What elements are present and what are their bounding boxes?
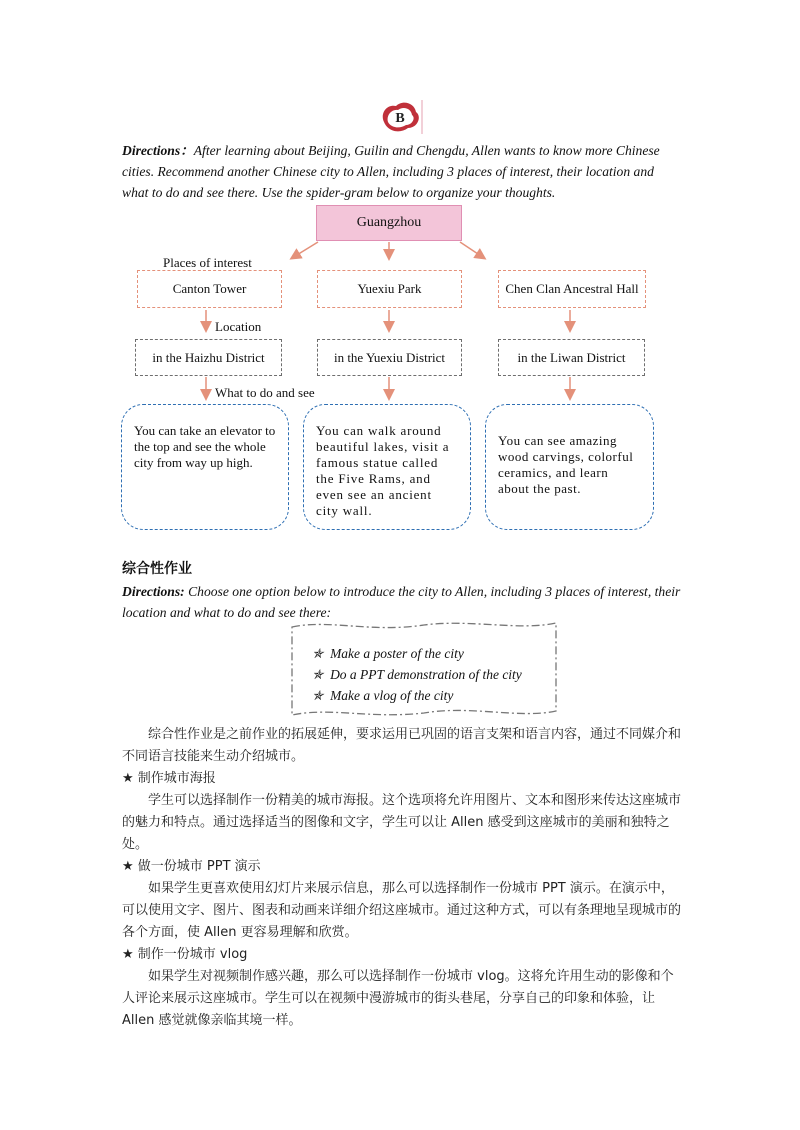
activity-box-2: You can walk around beautiful lakes, visit a famous statue called the Five Rams, and even see an ancient city wall. <box>303 404 471 530</box>
option-item: ✯ Make a poster of the city <box>312 646 464 661</box>
commentary-item-body-1: 学生可以选择制作一份精美的城市海报。这个选项将允许用图片、文本和图形来传达这座城市的魅力和特点。通过选择适当的图像和文字，学生可以让 Allen 感受到这座城市的美丽和独特之处。 <box>122 793 682 852</box>
option-item: ✯ Make a vlog of the city <box>312 688 454 703</box>
section-heading: 综合性作业 <box>122 561 192 577</box>
logo-letter: B <box>395 111 405 126</box>
label-places-of-interest: Places of interest <box>163 255 252 270</box>
star-icon: ✯ <box>312 688 324 703</box>
directions-text: After learning about Beijing, Guilin and Chengdu, Allen wants to know more Chinese cities. Recommend another Chinese city to Allen, including 3 places of interest, their location and what to do and see there. Use the spider-gram below to organize your thoughts. <box>122 143 660 200</box>
location-box-3: in the Liwan District <box>498 339 645 376</box>
commentary-item-body-2: 如果学生更喜欢使用幻灯片来展示信息，那么可以选择制作一份城市 PPT 演示。在演示中，可以使用文字、图片、图表和动画来详细介绍这座城市。通过这种方式，可以有条理地呈现城市的各个方面，使 Allen 更容易理解和欣赏。 <box>122 881 682 940</box>
section-directions-text: Choose one option below to introduce the city to Allen, including 3 places of interest, their location and what to do and see there: <box>122 584 681 620</box>
commentary-item-title-2: ★ 做一份城市 PPT 演示 <box>122 859 261 874</box>
section-directions <box>122 581 682 623</box>
option-item: ✯ Do a PPT demonstration of the city <box>312 667 522 682</box>
commentary-item-title-3: ★ 制作一份城市 vlog <box>122 947 248 962</box>
star-icon: ✯ <box>312 667 324 682</box>
activity-box-1: You can take an elevator to the top and see the whole city from way up high. <box>121 404 289 530</box>
activity-box-3: You can see amazing wood carvings, colorful ceramics, and learn about the past. <box>485 404 654 530</box>
city-box: Guangzhou <box>316 205 462 241</box>
location-box-1: in the Haizhu District <box>135 339 282 376</box>
location-box-2: in the Yuexiu District <box>317 339 462 376</box>
commentary-intro: 综合性作业是之前作业的拓展延伸，要求运用已巩固的语言支架和语言内容，通过不同媒介和不同语言技能来生动介绍城市。 <box>122 727 682 764</box>
directions-label: Directions： <box>122 143 194 158</box>
place-box-3: Chen Clan Ancestral Hall <box>498 270 646 308</box>
section-directions-label: Directions: <box>122 584 185 599</box>
label-what-to-do: What to do and see <box>215 385 315 400</box>
commentary-item-body-3: 如果学生对视频制作感兴趣，那么可以选择制作一份城市 vlog。这将允许用生动的影像和个人评论来展示这座城市。学生可以在视频中漫游城市的街头巷尾，分享自己的印象和体验，让 Allen 感觉就像亲临其境一样。 <box>122 969 674 1028</box>
place-box-2: Yuexiu Park <box>317 270 462 308</box>
label-location: Location <box>215 319 262 334</box>
place-box-1: Canton Tower <box>137 270 282 308</box>
commentary-item-title-1: ★ 制作城市海报 <box>122 771 216 786</box>
star-icon: ✯ <box>312 646 324 661</box>
options-list <box>312 643 522 706</box>
